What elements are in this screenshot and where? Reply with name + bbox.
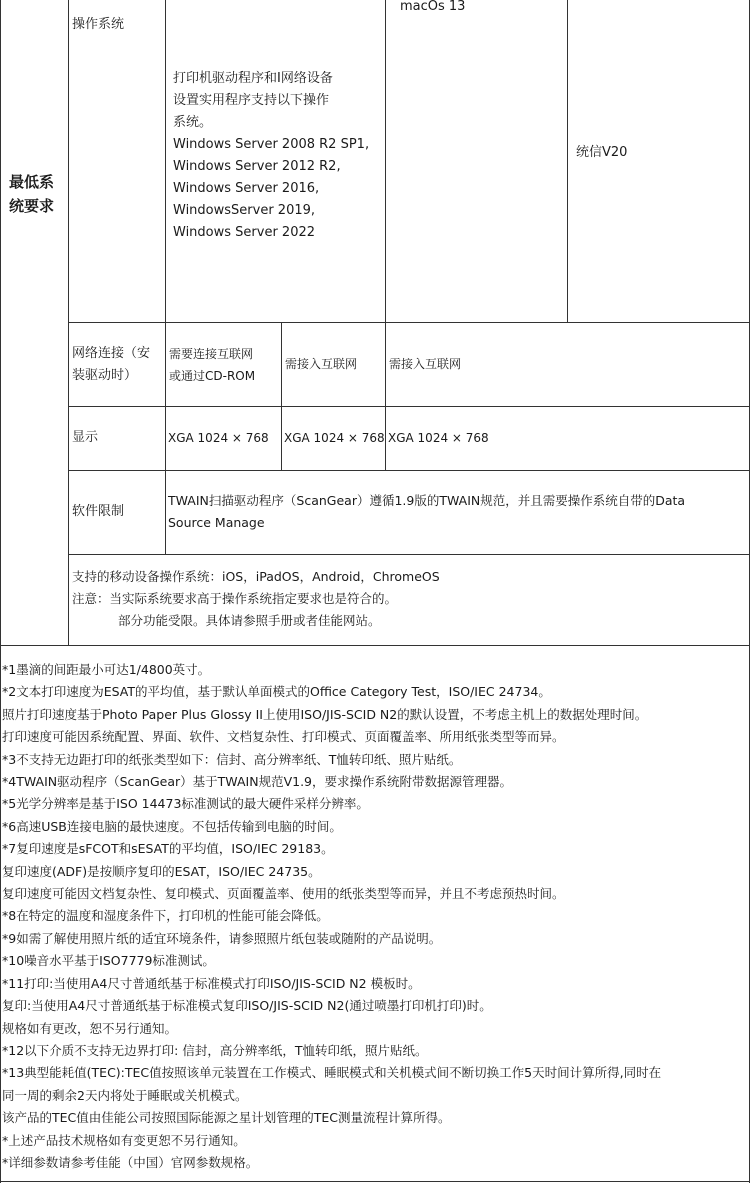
windows-line: 打印机驱动程序和I网络设备 (173, 71, 333, 86)
windows-line: Windows Server 2016, (173, 181, 320, 196)
display-label: 显示 (72, 430, 99, 445)
windows-line: 系统。 (173, 115, 213, 130)
footnote-line: 复印速度(ADF)是按顺序复印的ESAT，ISO/IEC 24735。 (2, 863, 321, 879)
footnote-line: *详细参数请参考佳能（中国）官网参数规格。 (2, 1154, 259, 1170)
network-col1 (169, 343, 281, 387)
network-col1-line: 需要连接互联网 (169, 347, 254, 361)
footnote-line: *9如需了解使用照片纸的适宜环境条件，请参照照片纸包装或随附的产品说明。 (2, 930, 442, 946)
footnote-line: *13典型能耗值(TEC):TEC值按照该单元装置在工作模式、睡眠模式和关机模式间不断切换工作5天时间计算所得,同时在 (2, 1065, 662, 1081)
mac-os-text: macOs 13 (400, 0, 466, 14)
footnote-line: *11打印:当使用A4尺寸普通纸基于标准模式打印ISO/JIS-SCID N2 模板时。 (2, 975, 421, 991)
footnote-line: *1墨滴的间距最小可达1/4800英寸。 (2, 662, 211, 677)
windows-line: Windows Server 2022 (173, 225, 316, 240)
windows-line: WindowsServer 2019, (173, 203, 316, 218)
software-line: TWAIN扫描驱动程序（ScanGear）遵循1.9版的TWAIN规范，并且需要操作系统自带的Data (168, 493, 686, 508)
software-line: Source Manage (168, 515, 265, 530)
mobile-os-support: 支持的移动设备操作系统：iOS，iPadOS，Android，ChromeOS (72, 569, 440, 584)
footnote-line: *7复印速度是sFCOT和sESAT的平均值，ISO/IEC 29183。 (2, 841, 334, 857)
footnote-line: *5光学分辨率是基于ISO 14473标准测试的最大硬件采样分辨率。 (2, 796, 369, 812)
footnote-line: *4TWAIN驱动程序（ScanGear）基于TWAIN规范V1.9，要求操作系统附带数据源管理器。 (2, 774, 512, 790)
table-bottom-line (0, 645, 750, 646)
software-label: 软件限制 (72, 504, 125, 519)
footnote-line: 复印速度可能因文档复杂性、复印模式、页面覆盖率、使用的纸张类型等而异，并且不考虑预热时间。 (2, 886, 565, 902)
footnote-line: 规格如有更改，恕不另行通知。 (2, 1020, 178, 1036)
col4-divider (567, 0, 568, 322)
windows-line: Windows Server 2012 R2, (173, 159, 341, 174)
os-label: 操作系统 (72, 17, 125, 32)
network-label-line: 装驱动时） (72, 368, 138, 383)
footnote-line: *6高速USB连接电脑的最快速度。不包括传输到电脑的时间。 (2, 818, 342, 834)
footnote-line: 复印:当使用A4尺寸普通纸基于标准模式复印ISO/JIS-SCID N2(通过喷墨打印机打印)时。 (2, 998, 492, 1014)
row-line-3 (68, 470, 750, 471)
network-label-line: 网络连接（安 (72, 346, 151, 361)
footnote-line: 同一周的剩余2天内将处于睡眠或关机模式。 (2, 1087, 248, 1103)
col3-divider (385, 0, 386, 470)
display-col3: XGA 1024 × 768 (388, 431, 489, 445)
footnote-line: *2文本打印速度为ESAT的平均值，基于默认单面模式的Office Category Test，ISO/IEC 24734。 (2, 684, 551, 700)
footnotes (2, 659, 748, 1174)
page-bottom-line (0, 1181, 750, 1182)
table-left-border (0, 0, 1, 1183)
footnote-line: *上述产品技术规格如有变更恕不另行通知。 (2, 1132, 246, 1148)
row-line-2 (68, 406, 750, 407)
windows-line: 设置实用程序支持以下操作 (173, 93, 330, 108)
windows-os-cell (173, 68, 385, 244)
note-line: 注意：当实际系统要求高于操作系统指定要求也是符合的。 (72, 591, 398, 606)
network-label (72, 343, 166, 387)
footnote-line: *8在特定的温度和湿度条件下，打印机的性能可能会降低。 (2, 908, 329, 924)
section-label (9, 170, 65, 218)
col2-divider (281, 322, 282, 470)
network-col2: 需接入互联网 (285, 357, 358, 371)
note-line-indented: 部分功能受限。具体请参照手册或者佳能网站。 (118, 613, 381, 628)
footnote-line: 该产品的TEC值由佳能公司按照国际能源之星计划管理的TEC测量流程计算所得。 (2, 1110, 451, 1126)
footnote-line: *12以下介质不支持无边界打印: 信封，高分辨率纸，T恤转印纸，照片贴纸。 (2, 1042, 428, 1058)
display-col2: XGA 1024 × 768 (284, 431, 385, 445)
network-col1-line: 或通过CD-ROM (169, 369, 256, 383)
footnote-line: *3不支持无边距打印的纸张类型如下：信封、高分辨率纸、T恤转印纸、照片贴纸。 (2, 751, 462, 767)
mobile-note (72, 566, 748, 632)
section-label-line-2: 统要求 (9, 197, 55, 215)
network-col3: 需接入互联网 (389, 357, 462, 371)
windows-line: Windows Server 2008 R2 SP1, (173, 137, 370, 152)
linux-os-text: 统信V20 (576, 145, 628, 160)
footnote-line: 照片打印速度基于Photo Paper Plus Glossy II上使用ISO/JIS-SCID N2的默认设置，不考虑主机上的数据处理时间。 (2, 706, 648, 722)
footnote-line: 打印速度可能因系统配置、界面、软件、文档复杂性、打印模式、页面覆盖率、所用纸张类型等而异。 (2, 729, 565, 745)
row-line-4 (68, 554, 750, 555)
section-label-line-1: 最低系 (9, 173, 55, 191)
footnote-line: *10噪音水平基于ISO7779标准测试。 (2, 953, 215, 969)
row-line-1 (68, 322, 750, 323)
software-text (168, 490, 748, 534)
display-col1: XGA 1024 × 768 (168, 431, 269, 445)
